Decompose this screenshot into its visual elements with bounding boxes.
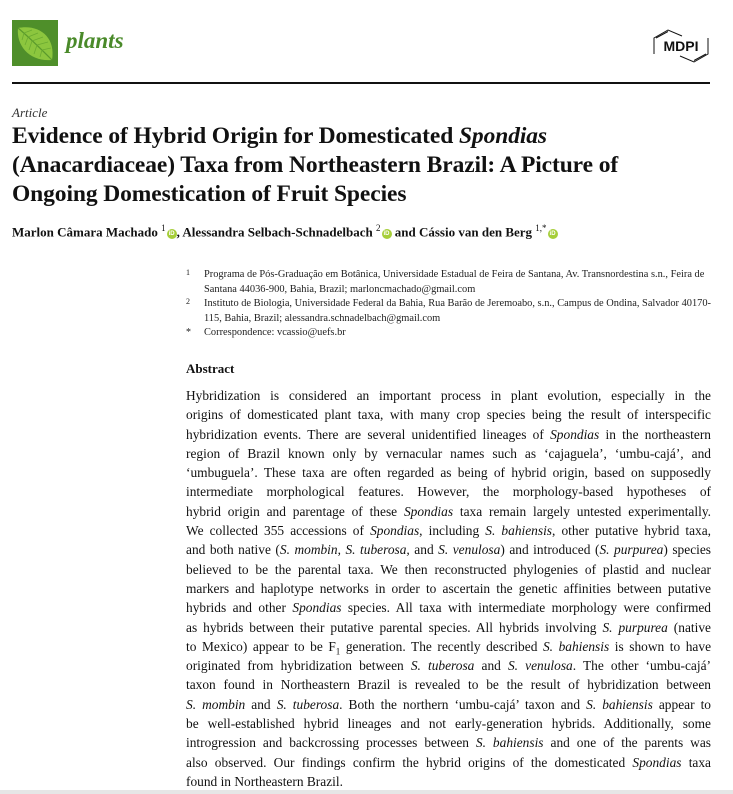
abstract-text: We collected 355 accessions of [186,523,371,539]
abstract-italic-term: Spondias [403,503,454,519]
journal-logo-icon [12,20,58,66]
abstract-italic-term: S. bahiensis [475,735,544,751]
abstract-line [186,714,711,733]
abstract-text: , including [419,523,486,539]
abstract-italic-term: Spondias [292,600,342,616]
abstract-text: . Both the northern ‘umbu-cajá’ taxon and [339,696,587,712]
affiliation-text: Programa de Pós-Graduação em Botânica, Universidade Estadual de Feira de Santana, Av. Transnordestina s.n., Feira de Santana 44036-900, Bahia, Brazil; marloncmachado@gmail.com [204,269,705,295]
affiliation-item [186,268,711,297]
abstract-text: origins of domesticated plant taxa, with many crop species being the result of interspecific [186,407,711,423]
abstract-text: markers and haplotype networks in order to ascertain the genetic affinities between putative [186,580,711,596]
abstract-line [186,598,711,617]
abstract-text: to Mexico) appear to be F [186,638,336,654]
abstract-italic-term: S. mombin [279,542,338,558]
abstract-line [186,521,711,540]
author-list [12,223,558,240]
header-divider [12,82,710,84]
abstract-text: hybridization events. There are several unidentified lineages of [186,426,551,442]
abstract-line [186,502,711,521]
abstract-text: (native [667,619,711,635]
abstract-line [186,579,711,598]
abstract-text: in the northeastern [599,426,711,442]
title-genus: Spondias [458,123,547,149]
abstract-text: taxa remain largely untested experimentally. [453,503,711,519]
abstract-line [186,733,711,752]
abstract-text: taxon found in Northeastern Brazil is revealed to be the result of hybridization between [186,677,711,693]
abstract-text: and [245,696,277,712]
abstract-italic-term: S. venulosa [507,658,573,674]
abstract-text: region of Brazil known only by vernacular names such as ‘cajaguela’, ‘umbu-cajá’, and [186,445,711,461]
abstract-italic-term: S. purpurea [602,619,668,635]
abstract-text: intermediate morphological features. However, the morphology-based hypotheses of [186,484,711,500]
abstract-line [186,656,711,675]
abstract-text: ) and introduced ( [500,542,600,558]
abstract-text: 1 [335,646,341,657]
title-part-1: Evidence of Hybrid Origin for Domesticated [12,123,459,149]
abstract-text: taxa [681,754,711,770]
abstract-line [186,463,711,482]
abstract-text: introgression and backcrossing processes between [186,735,476,751]
abstract-text: and one of the parents was [543,735,712,751]
abstract-text: ‘umbuguela’. These taxa are often regarded as being of hybrid origin, based on supposedly [186,465,711,481]
abstract-text: believed to be the parental taxa. We then reconstructed phylogenies of plastid and nuclear [186,561,711,577]
abstract-text: found in Northeastern Brazil. [186,773,343,789]
abstract-line [186,753,711,772]
abstract-text: also observed. Our findings confirm the hybrid origins of the domesticated [186,754,633,770]
abstract-text: generation. The recently described [340,638,543,654]
abstract-italic-term: Spondias [370,523,420,539]
abstract-italic-term: S. tuberosa [276,696,340,712]
abstract-body [186,386,711,791]
abstract-line [186,482,711,501]
abstract-text: as hybrids between their putative parental species. All hybrids involving [186,619,603,635]
abstract-italic-term: S. purpurea [599,542,664,558]
article-title [12,122,712,209]
title-part-3: Ongoing Domestication of Fruit Species [12,181,407,207]
abstract-line [186,405,711,424]
article-type: Article [12,105,48,120]
affiliation-item [186,326,711,341]
abstract-line [186,540,711,559]
abstract-text: Hybridization is considered an important process in plant evolution, especially in the [186,388,711,403]
affiliation-mark: 1 [186,268,190,277]
abstract-text: and [474,658,508,674]
page-bottom-edge [0,790,733,794]
affiliation-item [186,297,711,326]
abstract-text: and [409,542,439,558]
orcid-icon[interactable]: iD [383,231,390,238]
abstract-text: is shown to have [609,638,712,654]
abstract-text: originated from hybridization between [186,658,411,674]
author-separator: , [176,224,183,240]
author-affil-sup: 2 [376,223,381,233]
author-separator: and [391,224,419,240]
affiliation-text: Instituto de Biologia, Universidade Federal da Bahia, Rua Barão de Jeremoabo, s.n., Campus de Ondina, Salvador 40170-115, Bahia, Brazil; alessandra.schnadelbach@gmail.com [204,298,712,324]
abstract-italic-term: S. mombin [186,696,246,712]
correspondence-text: Correspondence: vcassio@uefs.br [204,327,346,339]
abstract-heading: Abstract [186,361,235,376]
abstract-text: hybrid origin and parentage of these [186,503,404,519]
author-affil-sup: 1 [161,223,166,233]
abstract-italic-term: Spondias [632,754,682,770]
abstract-italic-term: S. bahiensis [542,638,610,654]
abstract-text: hybrids and other [186,600,293,616]
affiliations [186,268,711,341]
abstract-italic-term: Spondias [550,426,600,442]
abstract-line [186,425,711,444]
orcid-icon[interactable]: iD [549,231,556,238]
abstract-text: . The other ‘umbu-cajá’ [572,658,711,674]
abstract-text: ) species [663,542,712,558]
abstract-line [186,637,711,656]
abstract-text: appear to [652,696,712,712]
orcid-icon[interactable]: iD [168,231,175,238]
abstract-italic-term: S. bahiensis [586,696,653,712]
abstract-italic-term: S. bahiensis [485,523,553,539]
abstract-text: species. All taxa with intermediate morphology were confirmed [341,600,711,616]
abstract-line [186,560,711,579]
abstract-italic-term: S. tuberosa [410,658,475,674]
title-part-2: (Anacardiaceae) Taxa from Northeastern Brazil: A Picture of [12,152,619,178]
author-affil-sup: 1,* [535,223,547,233]
author-name[interactable]: Marlon Câmara Machado [12,224,158,240]
abstract-text: , [337,542,346,558]
abstract-italic-term: S. tuberosa, [345,542,410,558]
mdpi-logo-icon [652,26,710,66]
affiliation-mark: 2 [186,297,190,307]
abstract-line [186,618,711,637]
abstract-line [186,386,711,405]
abstract-italic-term: S. venulosa [438,542,501,558]
abstract-line [186,772,711,791]
affiliation-mark: * [186,327,191,339]
abstract-line [186,675,711,694]
abstract-line [186,695,711,714]
abstract-line [186,444,711,463]
abstract-text: and both native ( [186,542,280,558]
abstract-text: be well-established hybrid lineages and not early-generation hybrids. Additionally, some [186,716,711,732]
mdpi-logo-text: MDPI [663,38,699,54]
journal-name: plants [66,28,124,53]
author-name[interactable]: Cássio van den Berg [418,224,533,240]
author-name[interactable]: Alessandra Selbach-Schnadelbach [182,224,373,240]
abstract-text: , other putative hybrid taxa, [552,523,712,539]
